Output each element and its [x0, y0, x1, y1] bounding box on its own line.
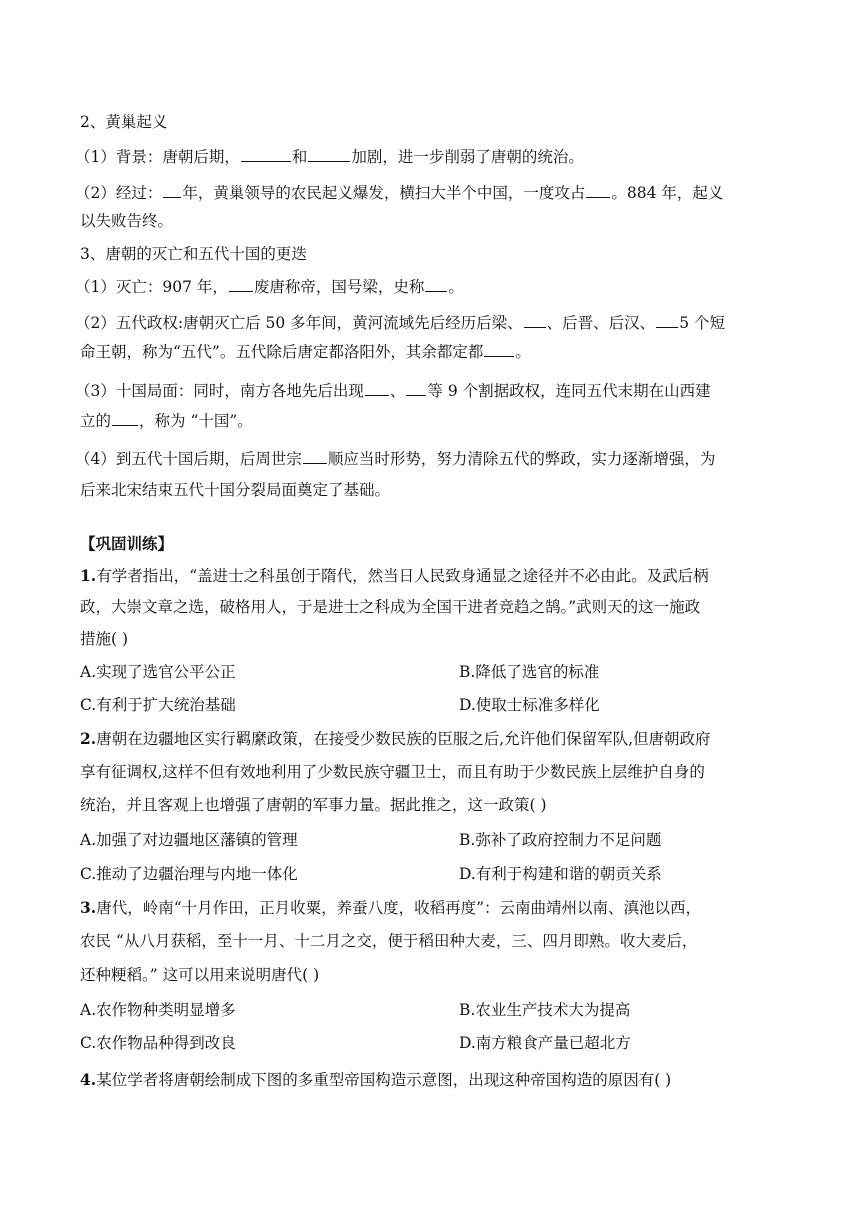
section-2-item-1: （1）背景：唐朝后期， 和 加剧，进一步削弱了唐朝的统治。 [75, 148, 584, 166]
question-4-line-1: 4.某位学者将唐朝绘制成下图的多重型帝国构造示意图，出现这种帝国构造的原因有( ) [80, 1070, 672, 1089]
question-2-line-1: 2.唐朝在边疆地区实行羁縻政策，在接受少数民族的臣服之后,允许他们保留军队,但唐朝政府 [80, 729, 711, 748]
option-a[interactable]: A.农作物种类明显增多 [80, 1001, 236, 1019]
section-3-heading: 3、唐朝的灭亡和五代十国的更迭 [80, 245, 307, 263]
question-3-line-1: 3.唐代，岭南“十月作田，正月收粟，养蚕八度，收稻再度”：云南曲靖州以南、滇池以西， [80, 898, 702, 917]
question-3-options-row-2 [80, 1032, 631, 1054]
section-3-item-3: （3）十国局面：同时，南方各地先后出现 、 等 9 个割据政权，连同五代末期在山西建 [75, 382, 711, 400]
option-a[interactable]: A.实现了选官公平公正 [80, 663, 236, 681]
section-3-item-3-cont: 立的 ，称为 “十国”。 [80, 412, 253, 430]
option-a[interactable]: A.加强了对边疆地区藩镇的管理 [80, 831, 298, 849]
question-1-options-row-2 [80, 694, 600, 716]
answer-blank[interactable] [484, 341, 514, 357]
option-d[interactable]: D.使取士标准多样化 [459, 696, 600, 714]
option-b[interactable]: B.农业生产技术大为提高 [459, 1001, 631, 1019]
question-1-line-3: 措施( ) [80, 630, 129, 648]
answer-blank[interactable] [303, 448, 327, 464]
question-3-line-2: 农民 “从八月获稻，至十一月、十二月之交，便于稻田种大麦，三、四月即熟。收大麦后， [80, 932, 698, 950]
option-b[interactable]: B.降低了选官的标准 [459, 663, 600, 681]
answer-blank[interactable] [241, 146, 291, 162]
question-3-options-row-1 [80, 999, 631, 1021]
question-2-line-3: 统治，并且客观上也增强了唐朝的军事力量。据此推之，这一政策( ) [80, 796, 547, 814]
option-d[interactable]: D.南方粮食产量已超北方 [459, 1034, 631, 1052]
question-1-line-1: 1.有学者指出，“盖进士之科虽创于隋代，然当日人民致身通显之途径并不必由此。及武后柄 [80, 566, 709, 585]
question-1-line-2: 政，大崇文章之选，破格用人，于是进士之科成为全国干进者竞趋之鹄。”武则天的这一施政 [80, 598, 701, 616]
question-2-options-row-2 [80, 863, 662, 885]
answer-blank[interactable] [656, 312, 678, 328]
question-2-options-row-1 [80, 829, 662, 851]
section-2-item-2: （2）经过： 年，黄巢领导的农民起义爆发，横扫大半个中国，一度攻占 。884 年，起义 [75, 184, 724, 202]
answer-blank[interactable] [406, 380, 426, 396]
option-c[interactable]: C.推动了边疆治理与内地一体化 [80, 865, 298, 883]
answer-blank[interactable] [365, 380, 389, 396]
answer-blank[interactable] [163, 182, 181, 198]
question-2-line-2: 享有征调权,这样不但有效地利用了少数民族守疆卫士，而且有助于少数民族上层维护自身的 [80, 763, 705, 781]
practice-title: 【巩固训练】 [80, 534, 174, 553]
option-b[interactable]: B.弥补了政府控制力不足问题 [459, 831, 662, 849]
section-3-item-4-cont: 后来北宋结束五代十国分裂局面奠定了基础。 [80, 481, 391, 499]
question-1-options-row-1 [80, 661, 600, 683]
section-3-item-4: （4）到五代十国后期，后周世宗 顺应当时形势，努力清除五代的弊政，实力逐渐增强，为 [75, 450, 716, 468]
option-d[interactable]: D.有利于构建和谐的朝贡关系 [459, 865, 662, 883]
section-3-item-2: （2）五代政权:唐朝灭亡后 50 多年间，黄河流域先后经历后梁、 、后晋、后汉、 5 个短 [75, 314, 725, 332]
section-2-item-2-cont: 以失败告终。 [80, 212, 174, 230]
answer-blank[interactable] [229, 276, 253, 292]
answer-blank[interactable] [308, 146, 350, 162]
answer-blank[interactable] [112, 410, 138, 426]
option-c[interactable]: C.农作物品种得到改良 [80, 1034, 236, 1052]
option-c[interactable]: C.有利于扩大统治基础 [80, 696, 236, 714]
answer-blank[interactable] [425, 276, 447, 292]
answer-blank[interactable] [586, 182, 610, 198]
answer-blank[interactable] [524, 312, 546, 328]
section-3-item-2-cont: 命王朝，称为“五代”。五代除后唐定都洛阳外，其余都定都 。 [80, 343, 531, 361]
section-2-heading: 2、黄巢起义 [80, 113, 168, 131]
question-3-line-3: 还种粳稻。” 这可以用来说明唐代( ) [80, 966, 320, 984]
section-3-item-1: （1）灭亡：907 年， 废唐称帝，国号梁，史称 。 [75, 278, 464, 296]
